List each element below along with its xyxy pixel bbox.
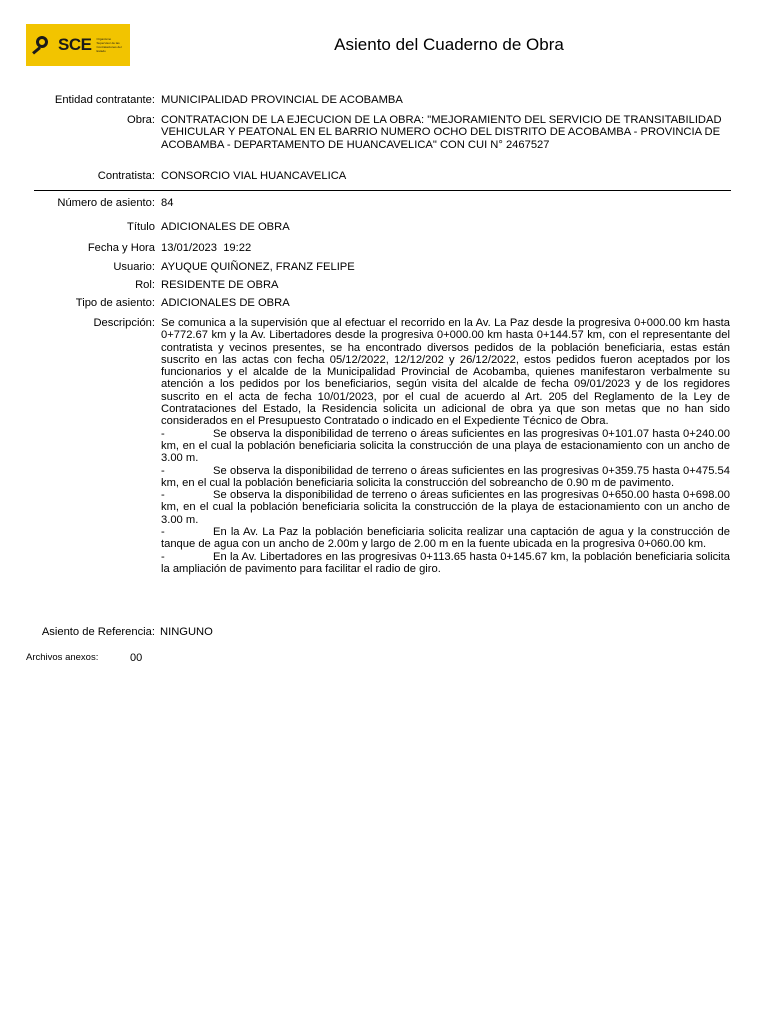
titulo-label: Título	[127, 221, 155, 233]
fecha-value: 13/01/2023 19:22	[161, 242, 252, 254]
obra-label: Obra:	[127, 114, 155, 126]
anexos-value: 00	[130, 652, 143, 664]
page-title: Asiento del Cuaderno de Obra	[334, 35, 564, 54]
contratista-value: CONSORCIO VIAL HUANCAVELICA	[161, 170, 347, 182]
entidad-label: Entidad contratante:	[54, 94, 155, 106]
entidad-value: MUNICIPALIDAD PROVINCIAL DE ACOBAMBA	[161, 94, 403, 106]
descripcion-label: Descripción:	[93, 317, 155, 329]
usuario-label: Usuario:	[113, 261, 155, 273]
numero-value: 84	[161, 197, 174, 209]
logo-text: SCE	[58, 35, 92, 54]
usuario-value: AYUQUE QUIÑONEZ, FRANZ FELIPE	[161, 261, 355, 273]
logo-subtext: Organismo Supervisor de las Contrataciones del Estado	[96, 37, 122, 53]
descripcion-intro: Se comunica a la supervisión que al efectuar el recorrido en la Av. La Paz desde la progresiva 0+000.00 km hasta 0+772.67 km y la Av. Libertadores desde la progresiva 0+000.00 km hasta 0+144.57 km, con el representante del contratista y vecinos presentes, se ha encontrado diversos pedidos de la población beneficiaria, estas están suscrito en las actas con fecha 05/12/2022, 12/12/202 y 26/12/2022, estos pedidos fueron aceptados por los funcionarios y el alcalde de la Municipalidad Provincial de Acobamba, quienes manifestaron verbalmente su atención a los pedidos por los beneficiarios, según visita del alcalde de fecha 09/01/2023 y de los regidores suscrito en el acta de fecha 10/01/2023, por el cual de acuerdo al Art. 205 del Reglamento de la Ley de Contrataciones del Estado, la Residencia solicita un adicional de obra ya que son metas que no han sido considerados en el Presupuesto Contratado o indicado en el Expediente Técnico de Obra.	[161, 317, 730, 428]
list-item: - Se observa la disponibilidad de terreno o áreas suficientes en las progresivas 0+101.07 hasta 0+240.00 km, en el cual la población beneficiaria solicita la construcción de una playa de estacionamiento con un ancho de 3.00 m.	[161, 427, 730, 465]
fecha-label: Fecha y Hora	[87, 242, 155, 254]
tipo-label: Tipo de asiento:	[75, 297, 155, 309]
anexos-label: Archivos anexos:	[26, 652, 99, 663]
referencia-value: NINGUNO	[160, 626, 213, 638]
osce-logo	[26, 24, 130, 66]
rol-label: Rol:	[135, 279, 155, 291]
titulo-value: ADICIONALES DE OBRA	[161, 221, 290, 233]
contratista-label: Contratista:	[97, 170, 155, 182]
referencia-label: Asiento de Referencia:	[41, 626, 155, 638]
list-item: - En la Av. Libertadores en las progresivas 0+113.65 hasta 0+145.67 km, la población beneficiaria solicita la ampliación de pavimento para facilitar el radio de giro.	[161, 550, 730, 575]
magnifier-icon	[34, 34, 56, 56]
tipo-value: ADICIONALES DE OBRA	[161, 297, 290, 309]
numero-label: Número de asiento:	[57, 197, 155, 209]
obra-value: CONTRATACION DE LA EJECUCION DE LA OBRA: "MEJORAMIENTO DEL SERVICIO DE TRANSITABILIDAD VEHICULAR Y PEATONAL EN EL BARRIO NUMERO OCHO DEL DISTRITO DE ACOBAMBA - PROVINCIA DE ACOBAMBA - DEPARTAMENTO DE HUANCAVELICA" CON CUI N° 2467527	[161, 114, 722, 151]
list-item: - En la Av. La Paz la población beneficiaria solicita realizar una captación de agua y la construcción de tanque de agua con un ancho de 2.00m y largo de 2.00 m en la fuente ubicada en la progresiva 0+060.00 km.	[161, 526, 730, 551]
list-item: - Se observa la disponibilidad de terreno o áreas suficientes en las progresivas 0+359.75 hasta 0+475.54 km, en el cual la población beneficiaria solicita la construcción del sobreancho de 0.90 m de pavimento.	[161, 464, 730, 489]
list-item: - Se observa la disponibilidad de terreno o áreas suficientes en las progresivas 0+650.00 hasta 0+698.00 km, en el cual la población beneficiaria solicita la construcción de la playa de estacionamiento con un ancho de 3.00 m.	[161, 489, 730, 526]
rol-value: RESIDENTE DE OBRA	[161, 279, 279, 291]
descripcion-body	[161, 317, 730, 575]
divider	[34, 190, 731, 191]
